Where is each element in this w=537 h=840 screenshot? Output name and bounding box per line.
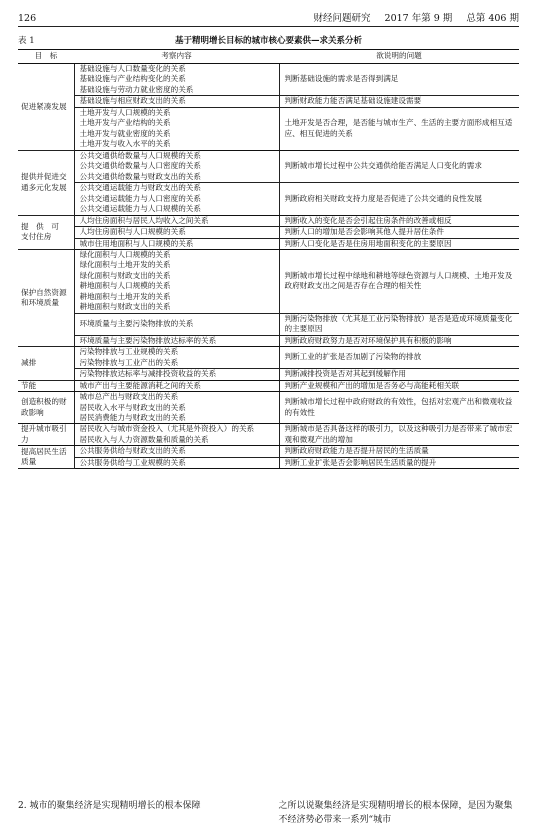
- header-content: 考察内容: [74, 50, 279, 64]
- content-item: 耕地面积与人口规模的关系: [79, 281, 171, 291]
- content-item: 城市住用地面积与人口规模的关系: [79, 238, 194, 248]
- content-item: 基础设施与人口数量变化的关系: [79, 64, 186, 73]
- content-item: 居民消费能力与财政支出的关系: [79, 413, 186, 422]
- page-number: 126: [18, 13, 37, 24]
- content-cell: [74, 392, 279, 424]
- question-cell: 判断产业规模和产出的增加是否务必与高能耗相关联: [279, 380, 519, 391]
- question-cell: 判断人口的增加是否会影响其他人提升居住条件: [279, 227, 519, 238]
- content-item: 基础设施与相应财政支出的关系: [79, 96, 186, 106]
- content-item: 公共交通运载能力与人口规模的关系: [79, 204, 201, 214]
- table-row: [18, 457, 519, 468]
- table-body: [18, 64, 519, 469]
- question-cell: 判断城市增长过程中公共交通供给能否满足人口变化的需求: [279, 150, 519, 182]
- content-item: 基础设施与劳动力就业密度的关系: [79, 84, 194, 94]
- question-cell: 土地开发是否合理，是否能与城市生产、生活的主要方面形成相互适应、相互促进的关系: [279, 107, 519, 150]
- content-item: 绿化面积与财政支出的关系: [79, 270, 171, 280]
- content-item: 居民收入水平与财政支出的关系: [79, 402, 186, 412]
- content-item: 人均住房面积与人口规模的关系: [79, 227, 186, 237]
- body-right-column: 之所以说聚集经济是实现精明增长的根本保障，是因为聚集不经济势必带来一系列“城市: [278, 801, 513, 825]
- question-cell: 判断政府相关财政支持力度是否促进了公共交通的良性发展: [279, 183, 519, 215]
- question-cell: 判断人口变化是否是住房用地面积变化的主要原因: [279, 238, 519, 249]
- question-cell: 判断收入的变化是否会引起住房条件的改善或相反: [279, 215, 519, 226]
- question-cell: 判断城市是否具备这样的吸引力，以及这种吸引力是否带来了城市宏观和微观产出的增加: [279, 424, 519, 446]
- content-cell: [74, 347, 279, 369]
- content-cell: [74, 227, 279, 238]
- table-header-row: [18, 50, 519, 64]
- content-cell: [74, 150, 279, 182]
- header-goal: 目 标: [18, 50, 74, 64]
- table-row: [18, 446, 519, 457]
- content-item: 环境质量与主要污染物排放的关系: [79, 319, 194, 329]
- table-row: [18, 238, 519, 249]
- content-cell: [74, 424, 279, 446]
- body-left-column: 2. 城市的聚集经济是实现精明增长的根本保障: [18, 801, 201, 811]
- table-number: 表 1: [18, 36, 35, 46]
- question-cell: 判断政府财政努力是否对环境保护具有积极的影响: [279, 335, 519, 346]
- question-cell: 判断城市增长过程中政府财政的有效性，包括对宏观产出和微观收益的有效性: [279, 392, 519, 424]
- content-item: 土地开发与就业密度的关系: [79, 128, 171, 138]
- table-row: [18, 380, 519, 391]
- goal-cell: 提 供 可 支付住房: [18, 215, 74, 249]
- content-item: 绿化面积与土地开发的关系: [79, 260, 171, 270]
- header-question: 欲说明的问题: [279, 50, 519, 64]
- table-row: [18, 424, 519, 446]
- content-item: 公共交通供给数量与财政支出的关系: [79, 171, 201, 181]
- content-item: 污染物排放与工业产出的关系: [79, 357, 179, 367]
- table-caption: [18, 31, 519, 49]
- question-cell: 判断城市增长过程中绿地和耕地等绿色资源与人口规模、土地开发及政府财政支出之间是否存在合理的相关性: [279, 249, 519, 313]
- content-item: 城市产出与主要能源消耗之间的关系: [79, 380, 201, 390]
- question-cell: 判断政府财政能力是否提升居民的生活质量: [279, 446, 519, 457]
- table-row: [18, 183, 519, 215]
- content-item: 土地开发与收入水平的关系: [79, 139, 171, 149]
- content-item: 城市总产出与财政支出的关系: [79, 392, 179, 402]
- content-item: 公共交通运载能力与财政支出的关系: [79, 183, 201, 193]
- table-row: [18, 64, 519, 96]
- table-row: [18, 107, 519, 150]
- table-row: [18, 313, 519, 335]
- content-item: 耕地面积与财政支出的关系: [79, 302, 171, 312]
- content-item: 污染物排放达标率与减排投资收益的关系: [79, 369, 217, 379]
- body-text: [18, 800, 519, 828]
- issue-label: 2017 年第 9 期: [384, 13, 453, 24]
- content-item: 土地开发与产业结构的关系: [79, 118, 171, 128]
- content-item: 污染物排放与工业规模的关系: [79, 347, 179, 357]
- table-row: [18, 215, 519, 226]
- content-item: 耕地面积与土地开发的关系: [79, 291, 171, 301]
- goal-cell: 提高居民生活质量: [18, 446, 74, 469]
- table-row: [18, 369, 519, 380]
- content-cell: [74, 446, 279, 457]
- table-row: [18, 335, 519, 346]
- journal-info: [314, 10, 519, 24]
- goal-cell: 提升城市吸引力: [18, 424, 74, 446]
- content-cell: [74, 238, 279, 249]
- content-item: 公共交通供给数量与人口规模的关系: [79, 150, 201, 160]
- content-cell: [74, 183, 279, 215]
- content-item: 绿化面积与人口规模的关系: [79, 249, 171, 259]
- question-cell: 判断工业的扩张是否加剧了污染物的排放: [279, 347, 519, 369]
- goal-cell: 减排: [18, 347, 74, 380]
- running-header: [18, 6, 519, 27]
- question-cell: 判断财政能力能否满足基础设施建设需要: [279, 96, 519, 107]
- table-row: [18, 392, 519, 424]
- content-item: 人均住房面积与居民人均收入之间关系: [79, 215, 209, 225]
- goal-cell: 提供并促进交通多元化发展: [18, 150, 74, 215]
- content-item: 公共交通运载能力与人口密度的关系: [79, 193, 201, 203]
- table-row: [18, 96, 519, 107]
- table-row: [18, 347, 519, 369]
- table-title: 基于精明增长目标的城市核心要素供—求关系分析: [174, 36, 362, 46]
- goal-cell: 节能: [18, 380, 74, 391]
- content-item: 环境质量与主要污染物排放达标率的关系: [79, 335, 217, 345]
- content-item: 土地开发与人口规模的关系: [79, 107, 171, 117]
- content-cell: [74, 249, 279, 313]
- goal-cell: 促进紧凑发展: [18, 64, 74, 151]
- content-cell: [74, 457, 279, 468]
- table-row: [18, 227, 519, 238]
- content-cell: [74, 107, 279, 150]
- content-cell: [74, 64, 279, 96]
- content-cell: [74, 380, 279, 391]
- content-item: 公共服务供给与财政支出的关系: [79, 446, 186, 456]
- content-cell: [74, 313, 279, 335]
- content-item: 居民收入与城市资金投入（尤其是外资投入）的关系: [79, 424, 255, 434]
- content-item: 居民收入与人力资源数量和质量的关系: [79, 434, 209, 444]
- journal-name: 财经问题研究: [313, 13, 371, 24]
- question-cell: 判断基础设施的需求是否得到满足: [279, 64, 519, 96]
- question-cell: 判断减排投资是否对其起到缓解作用: [279, 369, 519, 380]
- content-item: 公共服务供给与工业规模的关系: [79, 457, 186, 467]
- content-cell: [74, 369, 279, 380]
- content-cell: [74, 96, 279, 107]
- total-issue-label: 总第 406 期: [466, 13, 519, 24]
- content-cell: [74, 335, 279, 346]
- goal-cell: 保护自然资源和环境质量: [18, 249, 74, 346]
- analysis-table: [18, 49, 519, 469]
- content-cell: [74, 215, 279, 226]
- table-row: [18, 249, 519, 313]
- question-cell: 判断工业扩张是否会影响居民生活质量的提升: [279, 457, 519, 468]
- content-item: 公共交通供给数量与人口密度的关系: [79, 161, 201, 171]
- table-row: [18, 150, 519, 182]
- question-cell: 判断污染物排放（尤其是工业污染物排放）是否是造成环境质量变化的主要原因: [279, 313, 519, 335]
- goal-cell: 创造积极的财政影响: [18, 392, 74, 424]
- content-item: 基础设施与产业结构变化的关系: [79, 74, 186, 84]
